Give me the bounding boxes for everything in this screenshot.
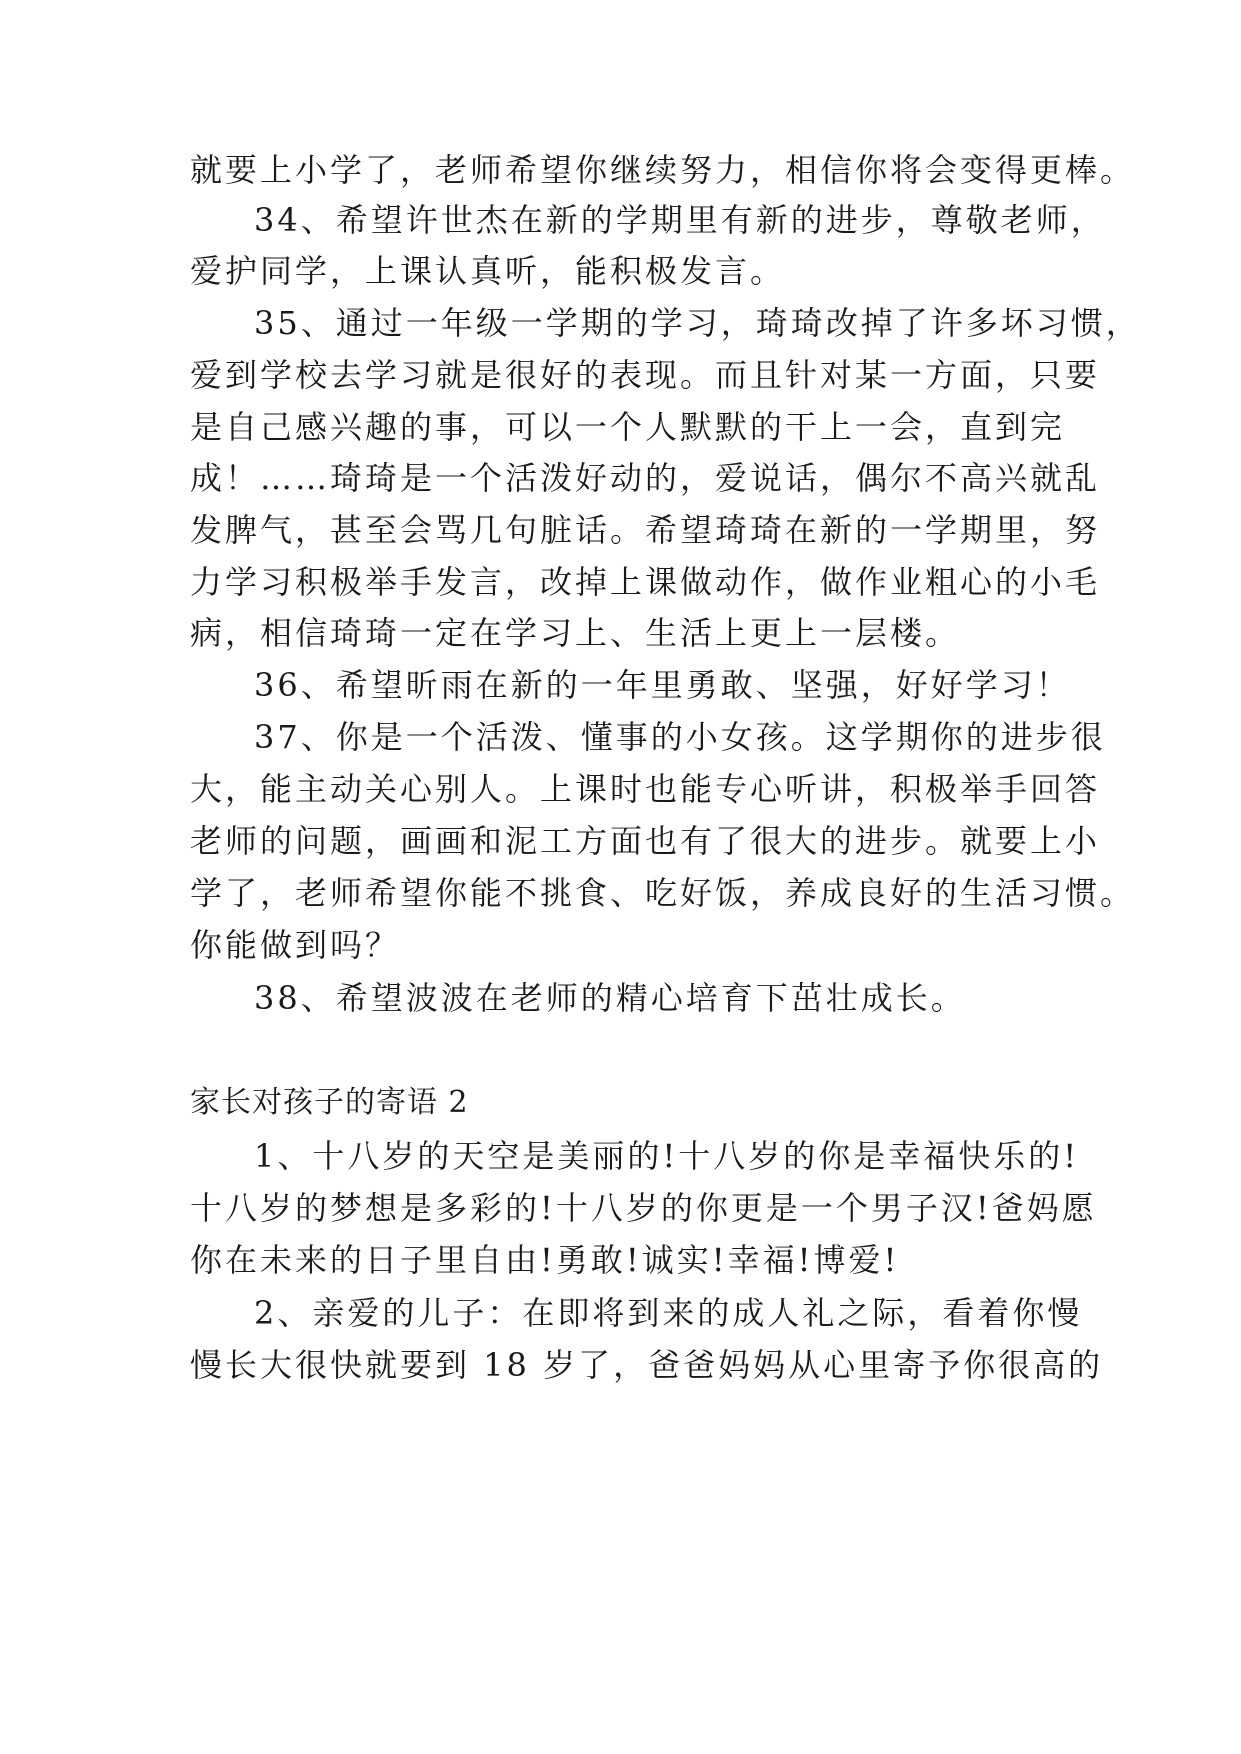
paragraph-line: 发脾气，甚至会骂几句脏话。希望琦琦在新的一学期里，努 bbox=[190, 511, 1101, 549]
paragraph-line: 老师的问题，画画和泥工方面也有了很大的进步。就要上小 bbox=[190, 822, 1101, 860]
paragraph-line: 1、十八岁的天空是美丽的!十八岁的你是幸福快乐的! bbox=[254, 1137, 1080, 1175]
section-heading: 家长对孩子的寄语 2 bbox=[190, 1085, 469, 1120]
paragraph-line: 你在未来的日子里自由!勇敢!诚实!幸福!博爱! bbox=[190, 1241, 900, 1279]
paragraph-line: 2、亲爱的儿子：在即将到来的成人礼之际，看着你慢 bbox=[254, 1294, 1083, 1332]
paragraph-line: 38、希望波波在老师的精心培育下茁壮成长。 bbox=[254, 979, 966, 1017]
paragraph-line: 爱护同学，上课认真听，能积极发言。 bbox=[190, 252, 786, 290]
paragraph-line: 34、希望许世杰在新的学期里有新的进步，尊敬老师， bbox=[254, 201, 1106, 239]
paragraph-line: 36、希望昕雨在新的一年里勇敢、坚强，好好学习！ bbox=[254, 666, 1071, 704]
paragraph-line: 慢长大很快就要到 18 岁了，爸爸妈妈从心里寄予你很高的 bbox=[190, 1346, 1104, 1384]
paragraph-line: 35、通过一年级一学期的学习，琦琦改掉了许多坏习惯， bbox=[254, 304, 1141, 342]
paragraph-line: 37、你是一个活泼、懂事的小女孩。这学期你的进步很 bbox=[254, 718, 1106, 756]
paragraph-line: 大，能主动关心别人。上课时也能专心听讲，积极举手回答 bbox=[190, 770, 1101, 808]
paragraph-line: 就要上小学了，老师希望你继续努力，相信你将会变得更棒。 bbox=[190, 151, 1136, 189]
paragraph-line: 学了，老师希望你能不挑食、吃好饭，养成良好的生活习惯。 bbox=[190, 874, 1136, 912]
paragraph-line: 爱到学校去学习就是很好的表现。而且针对某一方面，只要 bbox=[190, 356, 1101, 394]
paragraph-line: 十八岁的梦想是多彩的!十八岁的你更是一个男子汉!爸妈愿 bbox=[190, 1189, 1097, 1227]
paragraph-line: 病，相信琦琦一定在学习上、生活上更上一层楼。 bbox=[190, 614, 961, 652]
paragraph-line: 你能做到吗？ bbox=[190, 926, 401, 964]
paragraph-line: 是自己感兴趣的事，可以一个人默默的干上一会，直到完 bbox=[190, 408, 1066, 446]
paragraph-line: 成！……琦琦是一个活泼好动的，爱说话，偶尔不高兴就乱 bbox=[190, 459, 1101, 497]
paragraph-line: 力学习积极举手发言，改掉上课做动作，做作业粗心的小毛 bbox=[190, 563, 1101, 601]
